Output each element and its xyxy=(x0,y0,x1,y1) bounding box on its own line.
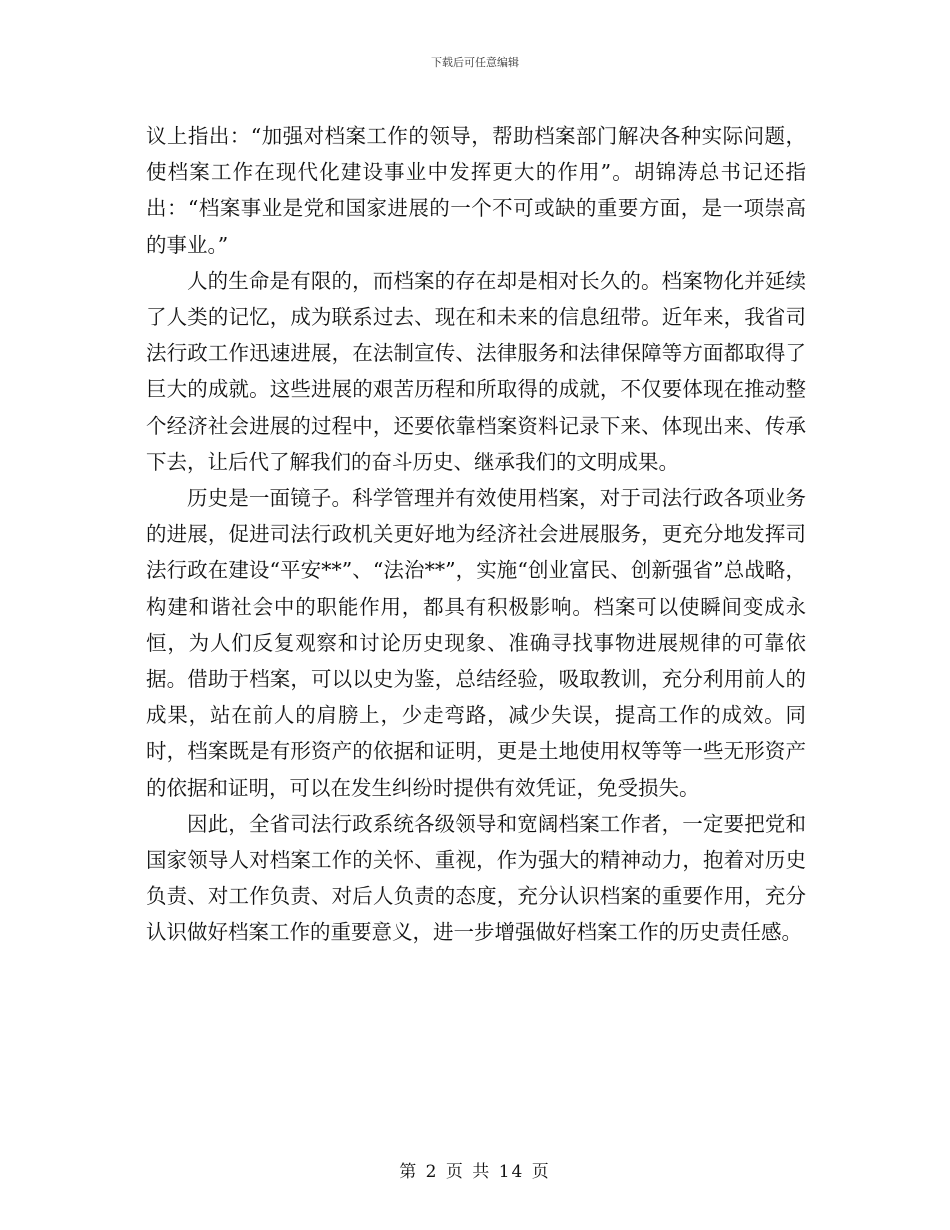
paragraph: 历史是一面镜子。科学管理并有效使用档案，对于司法行政各项业务的进展，促进司法行政机关更好地为经济社会进展服务，更充分地发挥司法行政在建设“平安**”、“法治**”，实施“创业富民、创新强省”总战略，构建和谐社会中的职能作用，都具有积极影响。档案可以使瞬间变成永恒，为人们反复观察和讨论历史现象、准确寻找事物进展规律的可靠依据。借助于档案，可以以史为鉴，总结经验，吸取教训，充分利用前人的成果，站在前人的肩膀上，少走弯路，减少失误，提高工作的成效。同时，档案既是有形资产的依据和证明，更是土地使用权等等一些无形资产的依据和证明，可以在发生纠纷时提供有效凭证，免受损失。 xyxy=(146,486,806,800)
paragraph: 人的生命是有限的，而档案的存在却是相对长久的。档案物化并延续了人类的记忆，成为联系过去、现在和未来的信息纽带。近年来，我省司法行政工作迅速进展，在法制宣传、法律服务和法律保障等方面都取得了巨大的成就。这些进展的艰苦历程和所取得的成就，不仅要体现在推动整个经济社会进展的过程中，还要依靠档案资料记录下来、体现出来、传承下去，让后代了解我们的奋斗历史、继承我们的文明成果。 xyxy=(146,268,806,474)
paragraph-continuation: 议上指出：“加强对档案工作的领导，帮助档案部门解决各种实际问题，使档案工作在现代化建设事业中发挥更大的作用”。胡锦涛总书记还指出：“档案事业是党和国家进展的一个不可或缺的重要方面，是一项崇高的事业。” xyxy=(146,124,806,257)
document-body xyxy=(146,118,806,951)
page-number: 第 2 页 共 14 页 xyxy=(399,1162,551,1182)
page-header-note: 下载后可任意编辑 xyxy=(431,56,519,69)
paragraph: 因此，全省司法行政系统各级领导和宽阔档案工作者，一定要把党和国家领导人对档案工作的关怀、重视，作为强大的精神动力，抱着对历史负责、对工作负责、对后人负责的态度，充分认识档案的重要作用，充分认识做好档案工作的重要意义，进一步增强做好档案工作的历史责任感。 xyxy=(146,811,806,945)
